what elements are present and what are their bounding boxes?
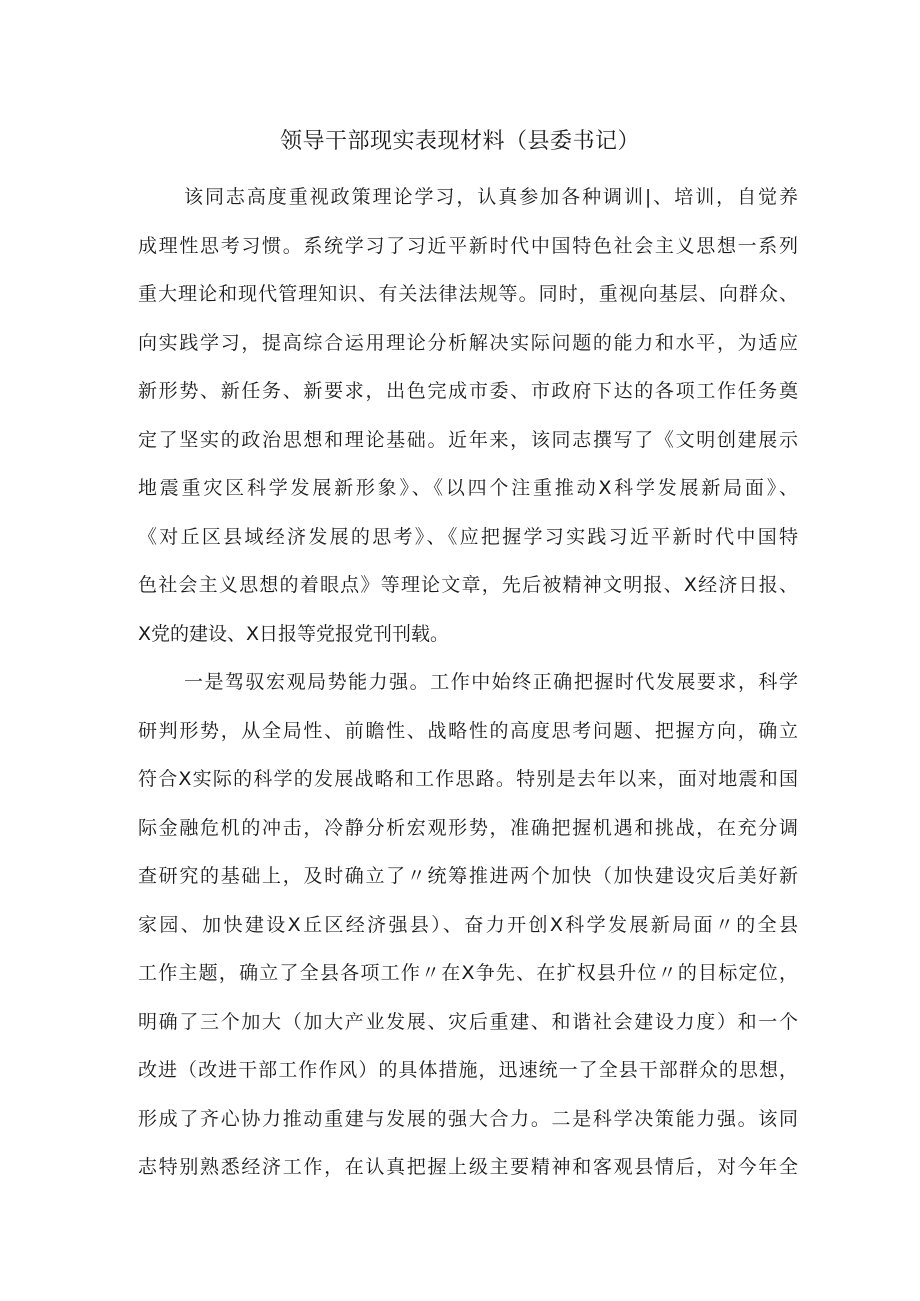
paragraph-line: 形成了齐心协力推动重建与发展的强大合力。二是科学决策能力强。该同 <box>138 1107 798 1130</box>
paragraph-1 <box>138 173 798 658</box>
paragraph-line: 成理性思考习惯。系统学习了习近平新时代中国特色社会主义思想一系列 <box>138 234 798 257</box>
paragraph-line: 色社会主义思想的着眼点》等理论文章，先后被精神文明报、X经济日报、 <box>138 574 798 596</box>
paragraph-line: 家园、加快建设X丘区经济强县）、奋力开创X科学发展新局面〃的全县 <box>138 913 798 936</box>
paragraph-line: 新形势、新任务、新要求，出色完成市委、市政府下达的各项工作任务奠 <box>138 380 798 402</box>
paragraph-line: 际金融危机的冲击，冷静分析宏观形势，准确把握机遇和挑战，在充分调 <box>138 816 798 839</box>
paragraph-line: 该同志高度重视政策理论学习，认真参加各种调训|、培训，自觉养 <box>184 186 798 208</box>
paragraph-line: 符合X实际的科学的发展战略和工作思路。特别是去年以来，面对地震和国 <box>138 768 798 790</box>
paragraph-line: 查研究的基础上，及时确立了〃统筹推进两个加快（加快建设灾后美好新 <box>138 865 798 887</box>
paragraph-2 <box>138 658 798 1192</box>
paragraph-line: 地震重灾区科学发展新形象》、《以四个注重推动X科学发展新局面》、 <box>138 477 798 499</box>
paragraph-line: 向实践学习，提高综合运用理论分析解决实际问题的能力和水平，为适应 <box>138 331 798 354</box>
paragraph-line: X党的建设、X日报等党报党刊刊载。 <box>138 622 450 645</box>
paragraph-line: 改进（改进干部工作作风）的具体措施，迅速统一了全县干部群众的思想， <box>138 1059 798 1081</box>
document-body <box>138 173 798 1192</box>
paragraph-line: 明确了三个加大（加大产业发展、灾后重建、和谐社会建设力度）和一个 <box>138 1010 798 1033</box>
paragraph-line: 《对丘区县域经济发展的思考》、《应把握学习实践习近平新时代中国特 <box>138 525 798 548</box>
paragraph-line: 定了坚实的政治思想和理论基础。近年来，该同志撰写了《文明创建展示 <box>138 428 798 451</box>
paragraph-line: 重大理论和现代管理知识、有关法律法规等。同时，重视向基层、向群众、 <box>138 283 798 305</box>
paragraph-line: 工作主题，确立了全县各项工作〃在X争先、在扩权县升位〃的目标定位， <box>138 962 798 984</box>
document-title: 领导干部现实表现材料（县委书记） <box>279 129 640 154</box>
paragraph-line: 志特别熟悉经济工作，在认真把握上级主要精神和客观县情后，对今年全 <box>138 1156 798 1178</box>
paragraph-line: 研判形势，从全局性、前瞻性、战略性的高度思考问题、把握方向，确立 <box>138 719 798 742</box>
paragraph-line: 一是驾驭宏观局势能力强。工作中始终正确把握时代发展要求，科学 <box>184 671 798 693</box>
